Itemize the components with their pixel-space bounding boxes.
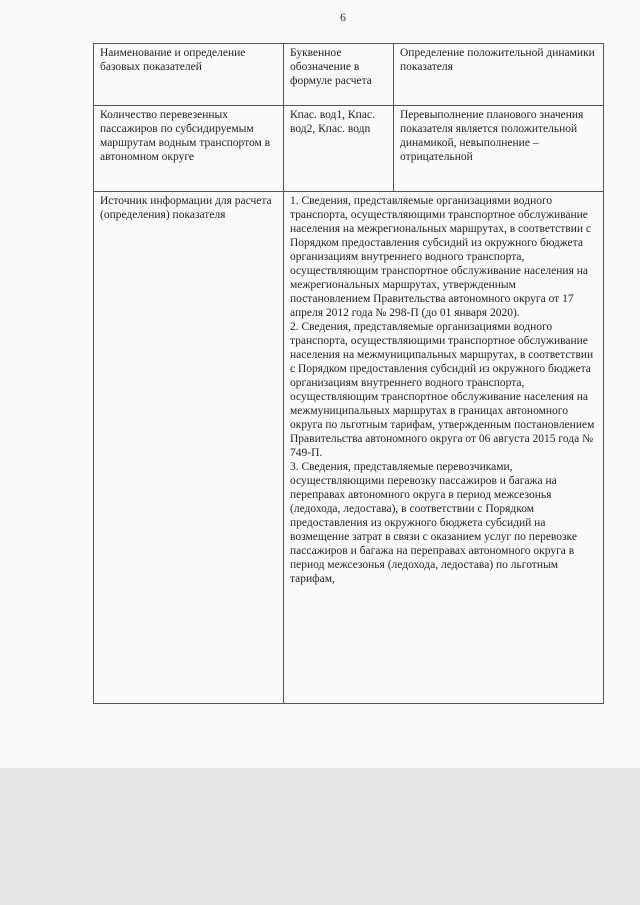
indicator-name: Количество перевезенных пассажиров по субсидируемым маршрутам водным транспортом в автономном округе — [94, 106, 284, 192]
indicator-table — [93, 43, 604, 704]
table-header-row — [94, 44, 604, 106]
page-number: 6 — [340, 10, 346, 24]
header-symbol: Буквенное обозначение в формуле расчета — [284, 44, 394, 106]
source-label: Источник информации для расчета (определения) показателя — [94, 192, 284, 704]
source-paragraph-2: 2. Сведения, представляемые организациями водного транспорта, осуществляющими транспортное обслуживание населения на межмуниципальных маршрутах, в соответствии с Порядком предоставления субсидий из окружного бюджета организациям внутреннего водного транспорта, осуществляющим транспортное обслуживание населения на межмуниципальных маршрутах в границах автономного округа по льготным тарифам, утвержденным постановлением Правительства автономного округа от 06 августа 2015 года № 749-П. — [290, 321, 595, 459]
header-indicator-name: Наименование и определение базовых показателей — [94, 44, 284, 106]
table-row — [94, 106, 604, 192]
table-row — [94, 192, 604, 704]
indicator-symbols: Кпас. вод1, Кпас. вод2, Кпас. водn — [284, 106, 394, 192]
source-text — [284, 192, 604, 704]
source-paragraph-1: 1. Сведения, представляемые организациями водного транспорта, осуществляющими транспортное обслуживание населения на межрегиональных маршрутах, в соответствии с Порядком предоставления субсидий из окружного бюджета организациям внутреннего водного транспорта, осуществляющим транспортное обслуживание населения на межрегиональных маршрутах, утвержденным постановлением Правительства автономного округа от 17 апреля 2012 года № 298-П (до 01 января 2020). — [290, 195, 591, 319]
header-dynamics: Определение положительной динамики показателя — [394, 44, 604, 106]
indicator-dynamics: Перевыполнение планового значения показателя является положительной динамикой, невыполнение – отрицательной — [394, 106, 604, 192]
source-paragraph-3: 3. Сведения, представляемые перевозчиками, осуществляющими перевозку пассажиров и багажа на переправах автономного округа в период межсезонья (ледохода, ледостава), в соответствии с Порядком предоставления из окружного бюджета субсидий на возмещение затрат в связи с оказанием услуг по перевозке пассажиров и багажа на переправах автономного округа в период межсезонья (ледохода, ледостава) по льготным тарифам, — [290, 461, 577, 585]
